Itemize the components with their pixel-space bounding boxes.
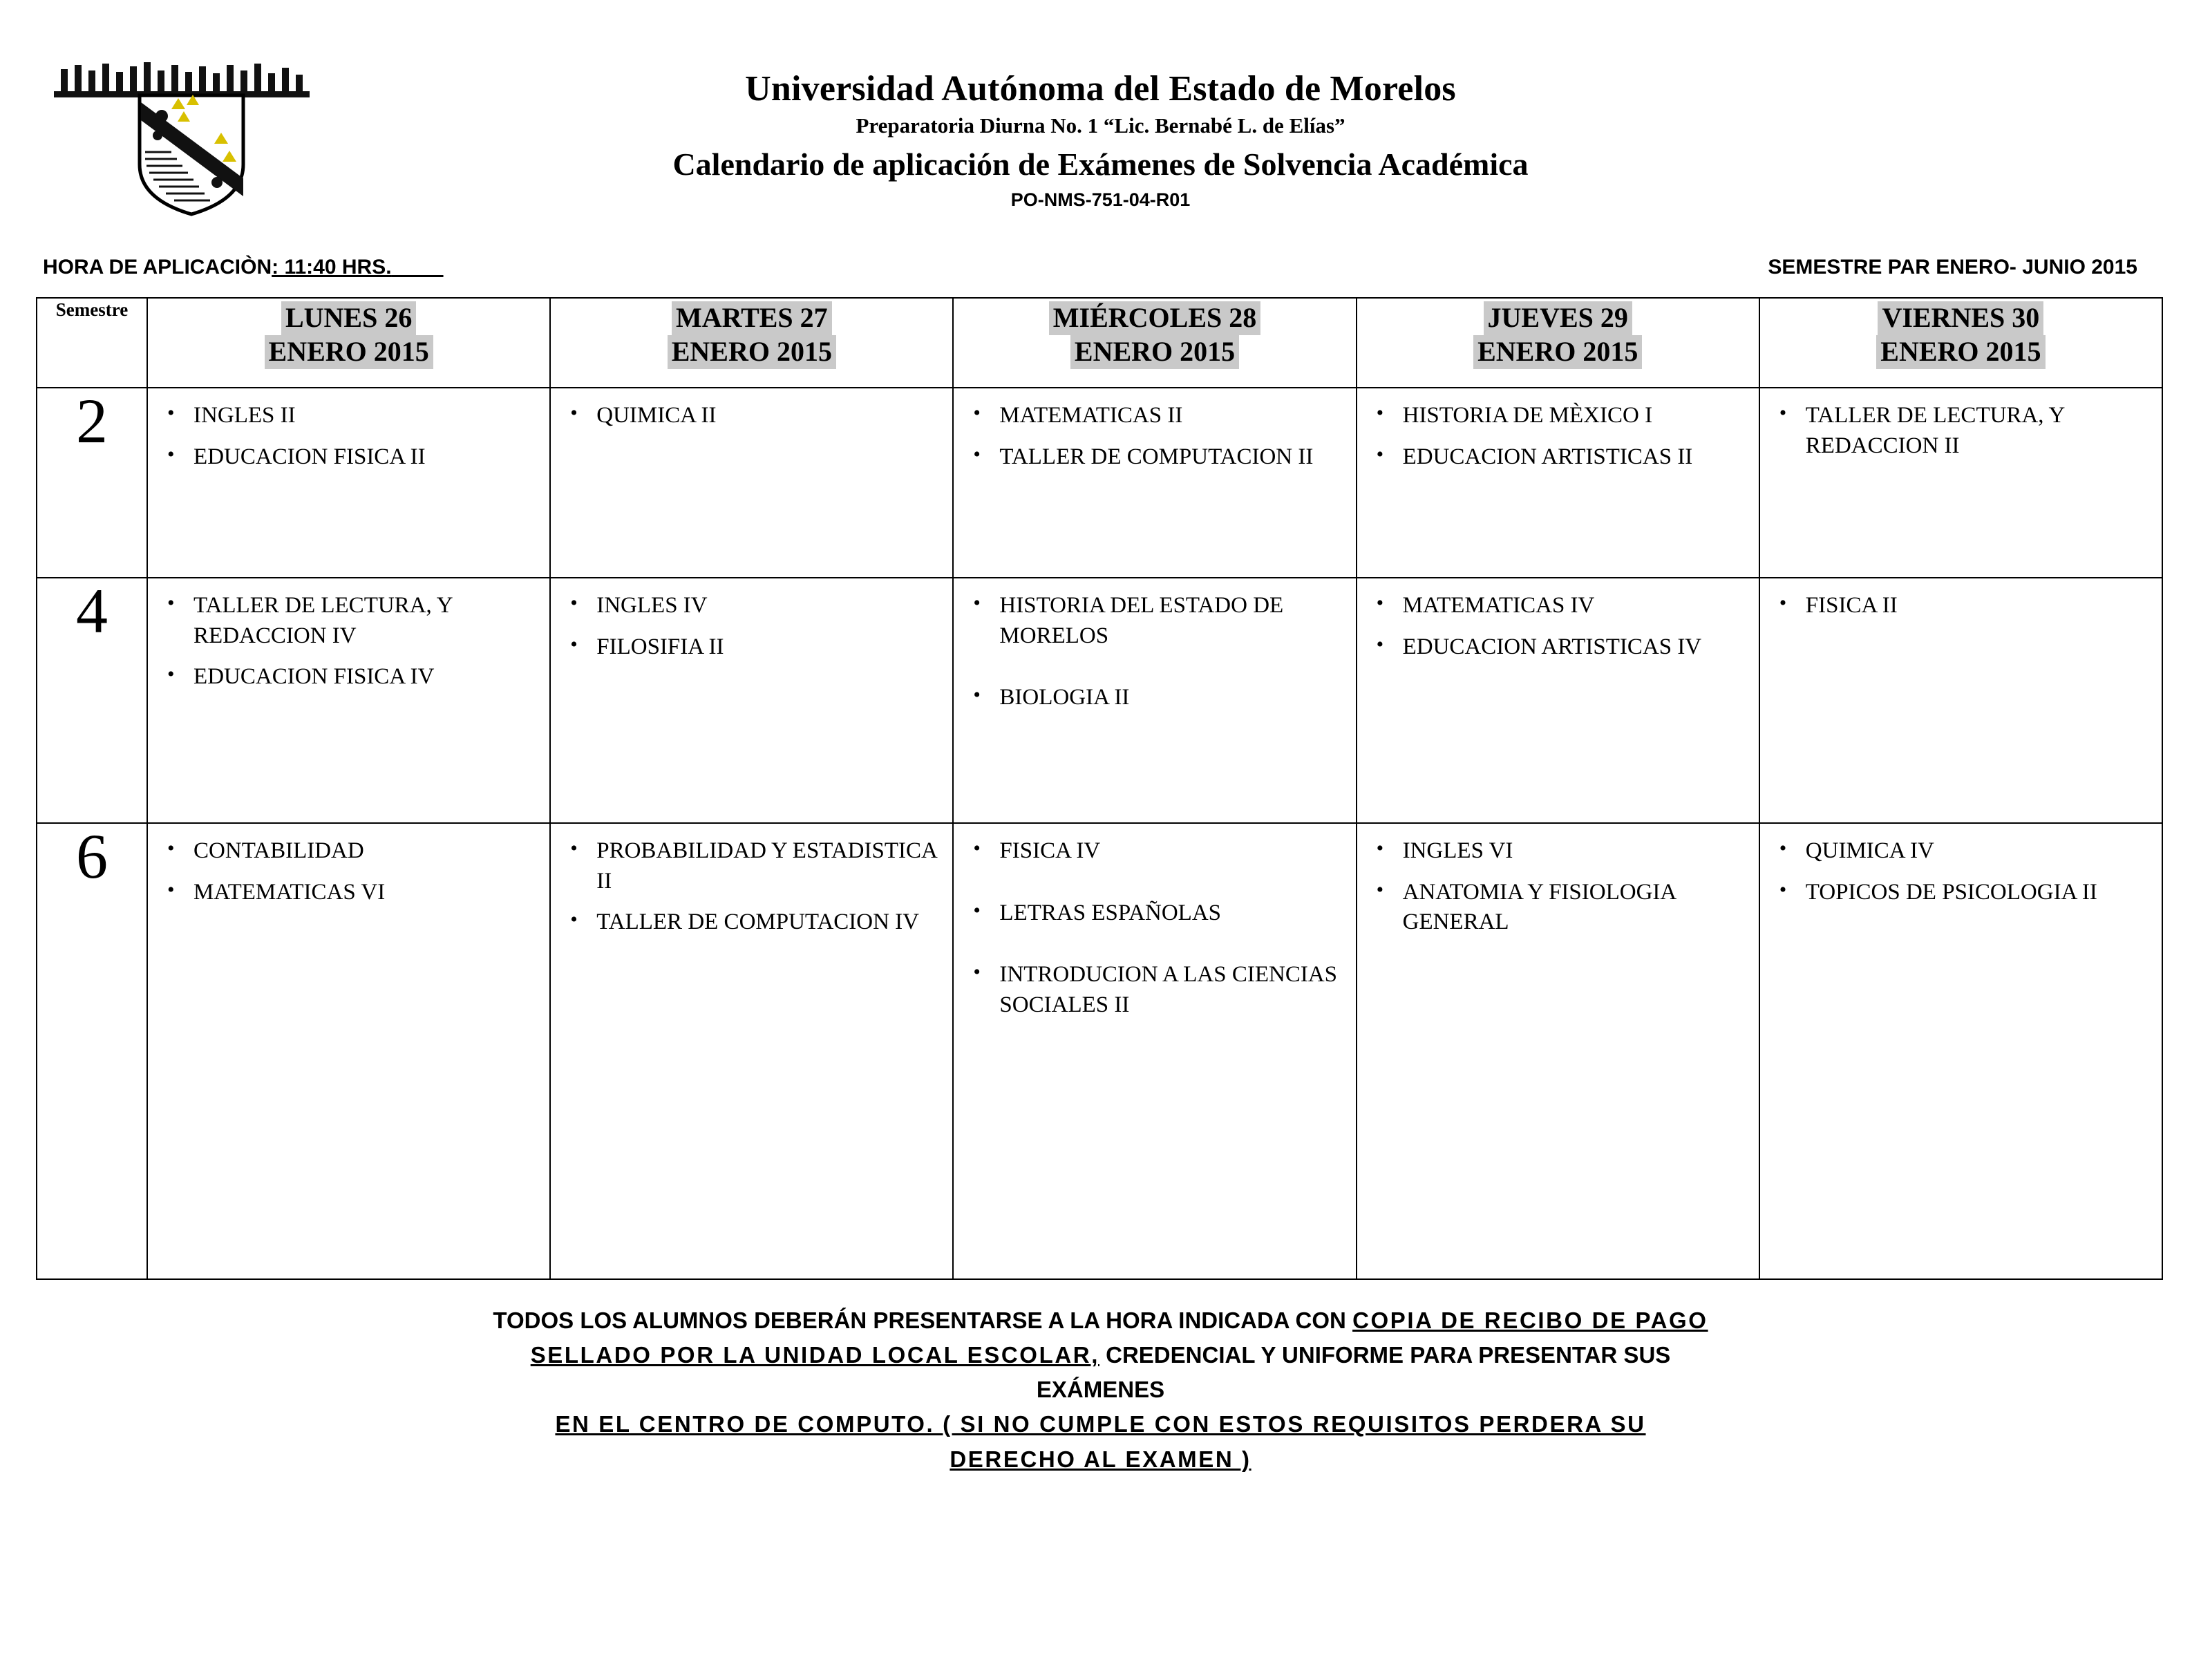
semester-info: SEMESTRE PAR ENERO- JUNIO 2015 [1768,256,2137,279]
list-item: • TALLER DE COMPUTACION II [995,442,1345,473]
day-name: LUNES 26 [281,301,416,335]
cell-sem2-monday [147,388,550,578]
day-date: ENERO 2015 [1070,335,1239,369]
footer-note [36,1303,2165,1477]
footer-line-2 [36,1338,2165,1372]
cell-sem4-wednesday [953,578,1356,823]
header-titles [36,28,2165,214]
cell-sem6-monday [147,823,550,1279]
semester-number: 6 [37,823,147,1279]
day-name: MIÉRCOLES 28 [1049,301,1261,335]
list-item: • TALLER DE LECTURA, Y REDACCION IV [189,591,540,651]
footer-line-3: EXÁMENES [1036,1377,1165,1403]
cell-sem6-friday [1759,823,2162,1279]
cell-sem2-friday [1759,388,2162,578]
list-item: • QUIMICA II [592,401,943,431]
university-name: Universidad Autónoma del Estado de Morelos [745,69,1456,108]
day-date: ENERO 2015 [265,335,433,369]
day-date: ENERO 2015 [668,335,836,369]
cell-sem2-wednesday [953,388,1356,578]
list-item: • LETRAS ESPAÑOLAS [995,898,1345,929]
list-item: • TALLER DE COMPUTACION IV [592,907,943,938]
cell-sem4-tuesday [550,578,953,823]
header-semester: Semestre [37,298,147,388]
table-row [37,388,2162,578]
table-header-row [37,298,2162,388]
list-item: • FISICA IV [995,836,1345,867]
list-item: • INGLES VI [1399,836,1749,867]
list-item: • TALLER DE LECTURA, Y REDACCION II [1802,401,2152,461]
list-item: • CONTABILIDAD [189,836,540,867]
cell-sem2-thursday [1357,388,1759,578]
list-item: • INGLES IV [592,591,943,621]
day-name: MARTES 27 [672,301,832,335]
application-time-value: : 11:40 HRS. [272,256,392,279]
footer-line-5: DERECHO AL EXAMEN ) [950,1446,1251,1472]
document-code: PO-NMS-751-04-R01 [1010,189,1191,210]
footer-line-1 [36,1303,2165,1338]
cell-sem4-thursday [1357,578,1759,823]
footer-text-b: COPIA DE RECIBO DE PAGO [1352,1308,1708,1333]
list-item: • INTRODUCION A LAS CIENCIAS SOCIALES II [995,960,1345,1020]
semester-number: 2 [37,388,147,578]
info-row [36,256,2165,279]
day-date: ENERO 2015 [1473,335,1642,369]
list-item: • FISICA II [1802,591,2152,621]
application-time [43,256,444,279]
list-item: • HISTORIA DEL ESTADO DE MORELOS [995,591,1345,651]
list-item: • QUIMICA IV [1802,836,2152,867]
uaem-crest-icon [36,61,347,220]
list-item: • TOPICOS DE PSICOLOGIA II [1802,878,2152,908]
list-item: • EDUCACION ARTISTICAS IV [1399,632,1749,663]
header-day-wednesday [953,298,1356,388]
document-title: Calendario de aplicación de Exámenes de Solvencia Académica [672,146,1529,182]
footer-text-a: TODOS LOS ALUMNOS DEBERÁN PRESENTARSE A LA HORA INDICADA CON [493,1308,1353,1333]
list-item: • INGLES II [189,401,540,431]
header-day-tuesday [550,298,953,388]
day-date: ENERO 2015 [1876,335,2045,369]
application-time-underline [392,256,444,279]
list-item: • HISTORIA DE MÈXICO I [1399,401,1749,431]
header-day-monday [147,298,550,388]
list-item: • EDUCACION ARTISTICAS II [1399,442,1749,473]
footer-line-4: EN EL CENTRO DE COMPUTO. ( SI NO CUMPLE CON ESTOS REQUISITOS PERDERA SU [555,1411,1646,1437]
header-day-thursday [1357,298,1759,388]
day-name: VIERNES 30 [1878,301,2043,335]
day-name: JUEVES 29 [1484,301,1632,335]
cell-sem6-thursday [1357,823,1759,1279]
school-name: Preparatoria Diurna No. 1 “Lic. Bernabé L. de Elías” [856,113,1345,138]
footer-text-d: CREDENCIAL Y UNIFORME PARA PRESENTAR SUS [1099,1342,1671,1368]
list-item: • MATEMATICAS II [995,401,1345,431]
document-header [36,28,2165,235]
list-item: • MATEMATICAS IV [1399,591,1749,621]
list-item: • PROBABILIDAD Y ESTADISTICA II [592,836,943,896]
list-item: • ANATOMIA Y FISIOLOGIA GENERAL [1399,878,1749,938]
list-item: • FILOSIFIA II [592,632,943,663]
cell-sem2-tuesday [550,388,953,578]
table-row [37,578,2162,823]
table-row [37,823,2162,1279]
cell-sem4-friday [1759,578,2162,823]
header-day-friday [1759,298,2162,388]
exam-calendar-table [36,297,2163,1280]
cell-sem4-monday [147,578,550,823]
cell-sem6-wednesday [953,823,1356,1279]
semester-number: 4 [37,578,147,823]
footer-text-c: SELLADO POR LA UNIDAD LOCAL ESCOLAR, [530,1342,1099,1368]
list-item: • EDUCACION FISICA IV [189,662,540,692]
list-item: • EDUCACION FISICA II [189,442,540,473]
list-item: • BIOLOGIA II [995,683,1345,713]
list-item: • MATEMATICAS VI [189,878,540,908]
application-time-label: HORA DE APLICACIÒN [43,256,272,279]
cell-sem6-tuesday [550,823,953,1279]
